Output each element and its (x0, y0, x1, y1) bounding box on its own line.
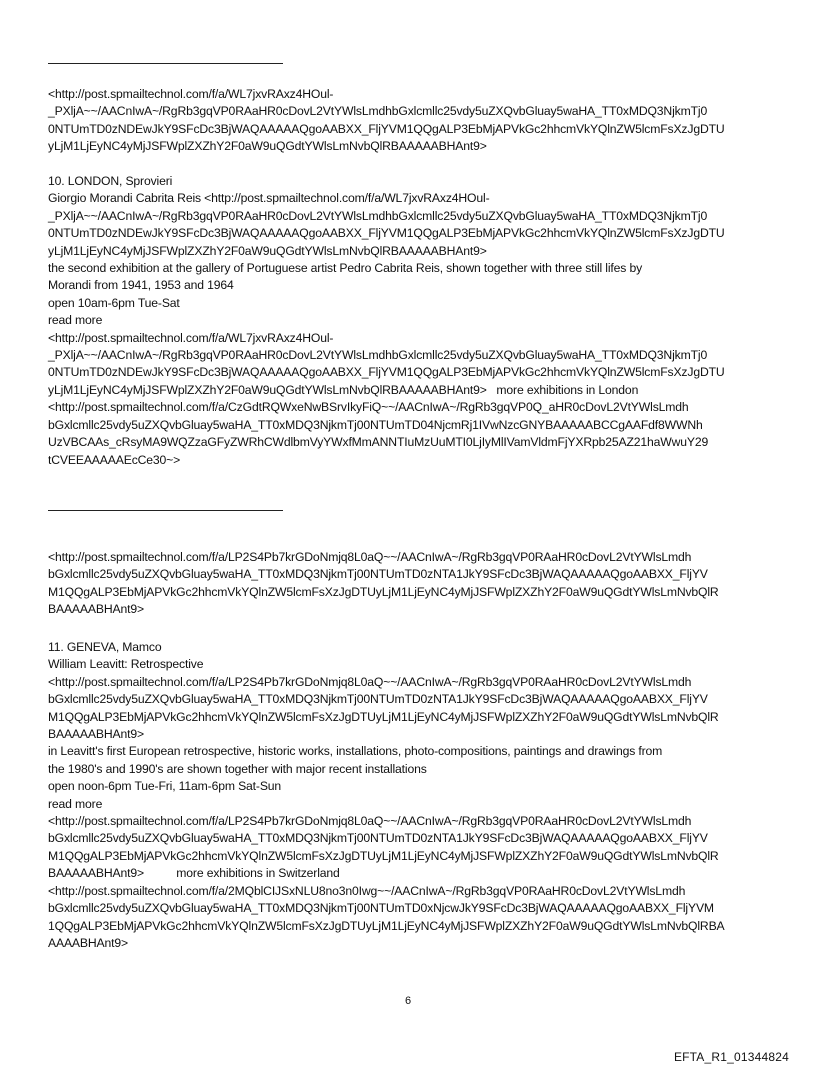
text-line: 1QQgALP3EbMjAPVkGc2hhcmVkYQlnZW5lcmFsXzJgDTUyLjM1LjEyNC4yMjJSFWplZXZhY2F0aW9uQGdtYWlsLmNvbQlRBA (48, 918, 725, 933)
text-line: bGxlcmllc25vdy5uZXQvbGluay5waHA_TT0xMDQ3NjkmTj00NTUmTD0xNjcwJkY9SFcDc3BjWAQAAAAAQgoAABXX_FljYVM (48, 901, 714, 916)
text-line: bGxlcmllc25vdy5uZXQvbGluay5waHA_TT0xMDQ3NjkmTj00NTUmTD0zNTA1JkY9SFcDc3BjWAQAAAAAQgoAABXX_FljYV (48, 692, 708, 707)
text-line: <http://post.spmailtechnol.com/f/a/WL7jxvRAxz4HOul- (48, 87, 334, 101)
text-line: BAAAAABHAnt9> more exhibitions in Switzerland (48, 866, 340, 881)
text-line: <http://post.spmailtechnol.com/f/a/LP2S4Pb7krGDoNmjq8L0aQ~~/AACnIwA~/RgRb3gqVP0RAaHR0cDovL2VtYWlsLmdh (48, 550, 692, 564)
block-link-1 (48, 86, 788, 156)
separator-rule-top (48, 63, 283, 64)
text-line: 0NTUmTD0zNDEwJkY9SFcDc3BjWAQAAAAAQgoAABXX_FljYVM1QQgALP3EbMjAPVkGc2hhcmVkYQlnZW5lcmFsXzJgDTU (48, 365, 725, 380)
text-line: <http://post.spmailtechnol.com/f/a/CzGdtRQWxeNwBSrvIkyFiQ~~/AACnIwA~/RgRb3gqVP0Q_aHR0cDovL2VtYWlsLmdh (48, 400, 689, 415)
text-line: BAAAAABHAnt9> (48, 602, 144, 617)
text-line: _PXljA~~/AACnIwA~/RgRb3gqVP0RAaHR0cDovL2VtYWlsLmdhbGxlcmllc25vdy5uZXQvbGluay5waHA_TT0xMDQ3NjkmTj0 (48, 348, 708, 363)
text-line: M1QQgALP3EbMjAPVkGc2hhcmVkYQlnZW5lcmFsXzJgDTUyLjM1LjEyNC4yMjJSFWplZXZhY2F0aW9uQGdtYWlsLmNvbQlR (48, 709, 719, 724)
text-line: AAAABHAnt9> (48, 935, 128, 950)
text-line: <http://post.spmailtechnol.com/f/a/LP2S4Pb7krGDoNmjq8L0aQ~~/AACnIwA~/RgRb3gqVP0RAaHR0cDovL2VtYWlsLmdh (48, 814, 692, 829)
text-line: Giorgio Morandi Cabrita Reis <http://post.spmailtechnol.com/f/a/WL7jxvRAxz4HOul- (48, 191, 490, 206)
text-line: tCVEEAAAAAEcCe30~> (48, 452, 181, 467)
text-line: <http://post.spmailtechnol.com/f/a/WL7jxvRAxz4HOul- (48, 330, 334, 345)
block-london-sprovieri (48, 173, 788, 469)
text-line: yLjM1LjEyNC4yMjJSFWplZXZhY2F0aW9uQGdtYWlsLmNvbQlRBAAAAABHAnt9> (48, 243, 487, 258)
text-line: bGxlcmllc25vdy5uZXQvbGluay5waHA_TT0xMDQ3NjkmTj00NTUmTD0zNTA1JkY9SFcDc3BjWAQAAAAAQgoAABXX_FljYV (48, 567, 708, 582)
text-line: 0NTUmTD0zNDEwJkY9SFcDc3BjWAQAAAAAQgoAABXX_FljYVM1QQgALP3EbMjAPVkGc2hhcmVkYQlnZW5lcmFsXzJgDTU (48, 121, 725, 136)
text-line: bGxlcmllc25vdy5uZXQvbGluay5waHA_TT0xMDQ3NjkmTj00NTUmTD04NjcmRj1IVwNzcGNYBAAAAABCCgAAFdf8WWNh (48, 417, 703, 432)
text-line: read more (48, 796, 103, 811)
text-line: yLjM1LjEyNC4yMjJSFWplZXZhY2F0aW9uQGdtYWlsLmNvbQlRBAAAAABHAnt9> (48, 139, 487, 154)
text-line: _PXljA~~/AACnIwA~/RgRb3gqVP0RAaHR0cDovL2VtYWlsLmdhbGxlcmllc25vdy5uZXQvbGluay5waHA_TT0xMDQ3NjkmTj0 (48, 208, 708, 223)
text-line: read more (48, 313, 103, 328)
text-line: BAAAAABHAnt9> (48, 727, 144, 742)
text-line: <http://post.spmailtechnol.com/f/a/LP2S4Pb7krGDoNmjq8L0aQ~~/AACnIwA~/RgRb3gqVP0RAaHR0cDovL2VtYWlsLmdh (48, 674, 692, 689)
text-line: 11. GENEVA, Mamco (48, 640, 162, 654)
document-id-footer: EFTA_R1_01344824 (673, 1050, 789, 1064)
text-line: 0NTUmTD0zNDEwJkY9SFcDc3BjWAQAAAAAQgoAABXX_FljYVM1QQgALP3EbMjAPVkGc2hhcmVkYQlnZW5lcmFsXzJgDTU (48, 226, 725, 241)
text-line: the 1980's and 1990's are shown together with major recent installations (48, 761, 427, 776)
text-line: 10. LONDON, Sprovieri (48, 174, 173, 188)
text-line: open noon-6pm Tue-Fri, 11am-6pm Sat-Sun (48, 779, 282, 794)
text-line: M1QQgALP3EbMjAPVkGc2hhcmVkYQlnZW5lcmFsXzJgDTUyLjM1LjEyNC4yMjJSFWplZXZhY2F0aW9uQGdtYWlsLmNvbQlR (48, 848, 719, 863)
text-line: the second exhibition at the gallery of Portuguese artist Pedro Cabrita Reis, shown together with three still lifes by (48, 261, 643, 276)
block-geneva-mamco (48, 639, 788, 952)
text-line: in Leavitt's first European retrospective, historic works, installations, photo-compositions, paintings and drawings from (48, 744, 663, 759)
text-line: bGxlcmllc25vdy5uZXQvbGluay5waHA_TT0xMDQ3NjkmTj00NTUmTD0zNTA1JkY9SFcDc3BjWAQAAAAAQgoAABXX_FljYV (48, 831, 708, 846)
text-line: <http://post.spmailtechnol.com/f/a/2MQblCIJSxNLU8no3n0Iwg~~/AACnIwA~/RgRb3gqVP0RAaHR0cDovL2VtYWlsLmdh (48, 883, 686, 898)
text-line: William Leavitt: Retrospective (48, 657, 204, 672)
text-line: open 10am-6pm Tue-Sat (48, 295, 180, 310)
separator-rule-middle (48, 510, 283, 511)
block-link-2 (48, 549, 788, 619)
page-number: 6 (404, 995, 412, 1007)
text-line: M1QQgALP3EbMjAPVkGc2hhcmVkYQlnZW5lcmFsXzJgDTUyLjM1LjEyNC4yMjJSFWplZXZhY2F0aW9uQGdtYWlsLmNvbQlR (48, 584, 719, 599)
text-line: UzVBCAAs_cRsyMA9WQZzaGFyZWRhCWdlbmVyYWxfMmANNTIuMzUuMTI0LjIyMlIVamVldmFjYXRpb25AZ21haWwuY29 (48, 435, 709, 450)
text-line: yLjM1LjEyNC4yMjJSFWplZXZhY2F0aW9uQGdtYWlsLmNvbQlRBAAAAABHAnt9> more exhibitions in London (48, 382, 639, 397)
text-line: Morandi from 1941, 1953 and 1964 (48, 278, 234, 293)
text-line: _PXljA~~/AACnIwA~/RgRb3gqVP0RAaHR0cDovL2VtYWlsLmdhbGxlcmllc25vdy5uZXQvbGluay5waHA_TT0xMDQ3NjkmTj0 (48, 104, 708, 119)
